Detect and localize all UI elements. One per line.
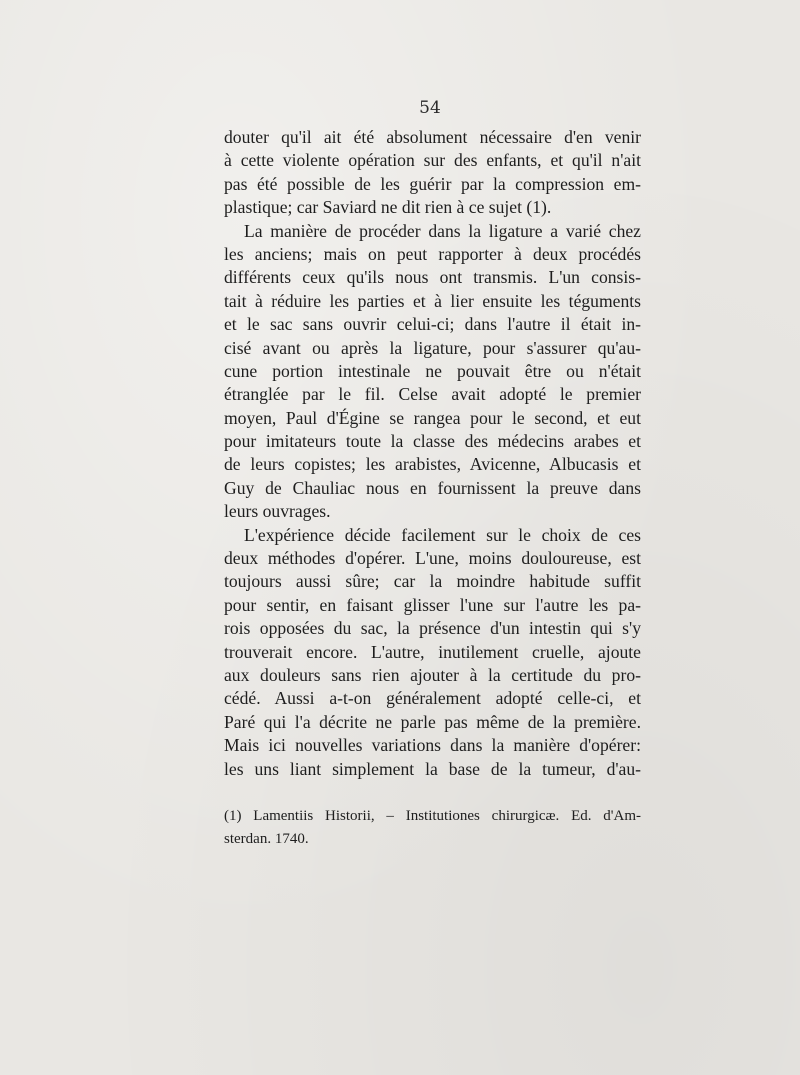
text-line: La manière de procéder dans la ligature a varié chez bbox=[244, 220, 641, 241]
text-line: cisé avant ou après la ligature, pour s'assurer qu'au- bbox=[224, 337, 641, 358]
text-line: tait à réduire les parties et à lier ensuite les téguments bbox=[224, 290, 641, 311]
text-line: de leurs copistes; les arabistes, Avicenne, Albucasis et bbox=[224, 454, 641, 475]
text-line: Guy de Chauliac nous en fournissent la preuve dans bbox=[224, 477, 641, 498]
footnote-line: sterdan. 1740. bbox=[224, 831, 309, 847]
text-line: Mais ici nouvelles variations dans la manière d'opérer: bbox=[224, 735, 641, 756]
text-line: L'expérience décide facilement sur le choix de ces bbox=[244, 524, 641, 545]
text-line: aux douleurs sans rien ajouter à la certitude du pro- bbox=[224, 664, 641, 685]
text-line: et le sac sans ouvrir celui-ci; dans l'autre il était in- bbox=[224, 314, 641, 335]
text-line: pour sentir, en faisant glisser l'une sur l'autre les pa- bbox=[224, 594, 641, 615]
text-line: les anciens; mais on peut rapporter à deux procédés bbox=[224, 243, 641, 264]
text-line: à cette violente opération sur des enfants, et qu'il n'ait bbox=[224, 150, 641, 171]
text-line: étranglée par le fil. Celse avait adopté le premier bbox=[224, 384, 641, 405]
text-line: les uns liant simplement la base de la tumeur, d'au- bbox=[224, 758, 641, 779]
text-line: deux méthodes d'opérer. L'une, moins douloureuse, est bbox=[224, 548, 641, 569]
text-line: différents ceux qu'ils nous ont transmis. L'un consis- bbox=[224, 267, 641, 288]
text-line: trouverait encore. L'autre, inutilement cruelle, ajoute bbox=[224, 641, 641, 662]
text-line: moyen, Paul d'Égine se rangea pour le second, et eut bbox=[224, 407, 641, 428]
text-line: rois opposées du sac, la présence d'un intestin qui s'y bbox=[224, 618, 641, 639]
text-line: cédé. Aussi a-t-on généralement adopté celle-ci, et bbox=[224, 688, 641, 709]
text-line: pas été possible de les guérir par la compression em- bbox=[224, 173, 641, 194]
page-number: 54 bbox=[419, 98, 441, 118]
text-line: cune portion intestinale ne pouvait être ou n'était bbox=[224, 360, 641, 381]
body-text bbox=[224, 126, 641, 781]
text-line: pour imitateurs toute la classe des médecins arabes et bbox=[224, 431, 641, 452]
footnote-line: (1) Lamentiis Historii, – Institutiones chirurgicæ. Ed. d'Am- bbox=[224, 808, 641, 824]
text-line: douter qu'il ait été absolument nécessaire d'en venir bbox=[224, 127, 641, 147]
footnote bbox=[224, 805, 641, 851]
text-line: toujours aussi sûre; car la moindre habitude suffit bbox=[224, 571, 641, 592]
text-line: leurs ouvrages. bbox=[224, 501, 331, 522]
text-line: plastique; car Saviard ne dit rien à ce sujet (1). bbox=[224, 197, 552, 218]
text-line: Paré qui l'a décrite ne parle pas même de la première. bbox=[224, 711, 641, 732]
